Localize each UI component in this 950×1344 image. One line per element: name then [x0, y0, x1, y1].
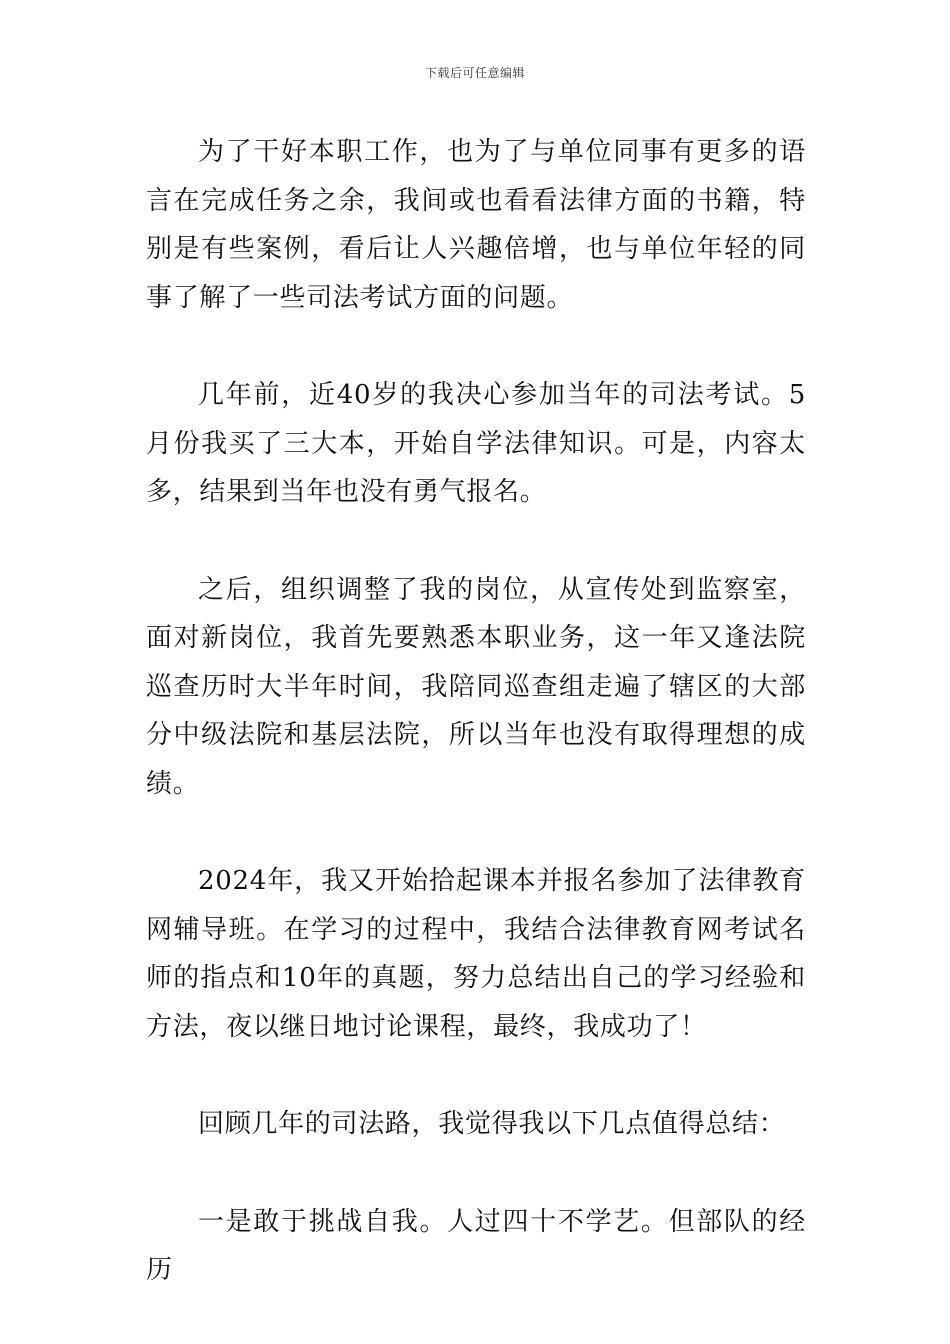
paragraph-4: 2024年，我又开始拾起课本并报名参加了法律教育网辅导班。在学习的过程中，我结合法律教育网考试名师的指点和10年的真题，努力总结出自己的学习经验和方法，夜以继日地讨论课程，最终，我成功了！	[146, 866, 806, 1042]
paragraph-5: 回顾几年的司法路，我觉得我以下几点值得总结：	[198, 1109, 786, 1139]
paragraph-3: 之后，组织调整了我的岗位，从宣传处到监察室，面对新岗位，我首先要熟悉本职业务，这一年又逢法院巡查历时大半年时间，我陪同巡查组走遍了辖区的大部分中级法院和基层法院，所以当年也没有取得理想的成绩。	[146, 574, 806, 799]
page-header: 下载后可任意编辑	[424, 66, 525, 80]
document-body	[146, 128, 806, 1344]
paragraph-6: 一是敢于挑战自我。人过四十不学艺。但部队的经历	[146, 1206, 806, 1285]
paragraph-2: 几年前，近40岁的我决心参加当年的司法考试。5月份我买了三大本，开始自学法律知识。可是，内容太多，结果到当年也没有勇气报名。	[146, 380, 806, 507]
paragraph-1: 为了干好本职工作，也为了与单位同事有更多的语言在完成任务之余，我间或也看看法律方面的书籍，特别是有些案例，看后让人兴趣倍增，也与单位年轻的同事了解了一些司法考试方面的问题。	[146, 137, 806, 313]
